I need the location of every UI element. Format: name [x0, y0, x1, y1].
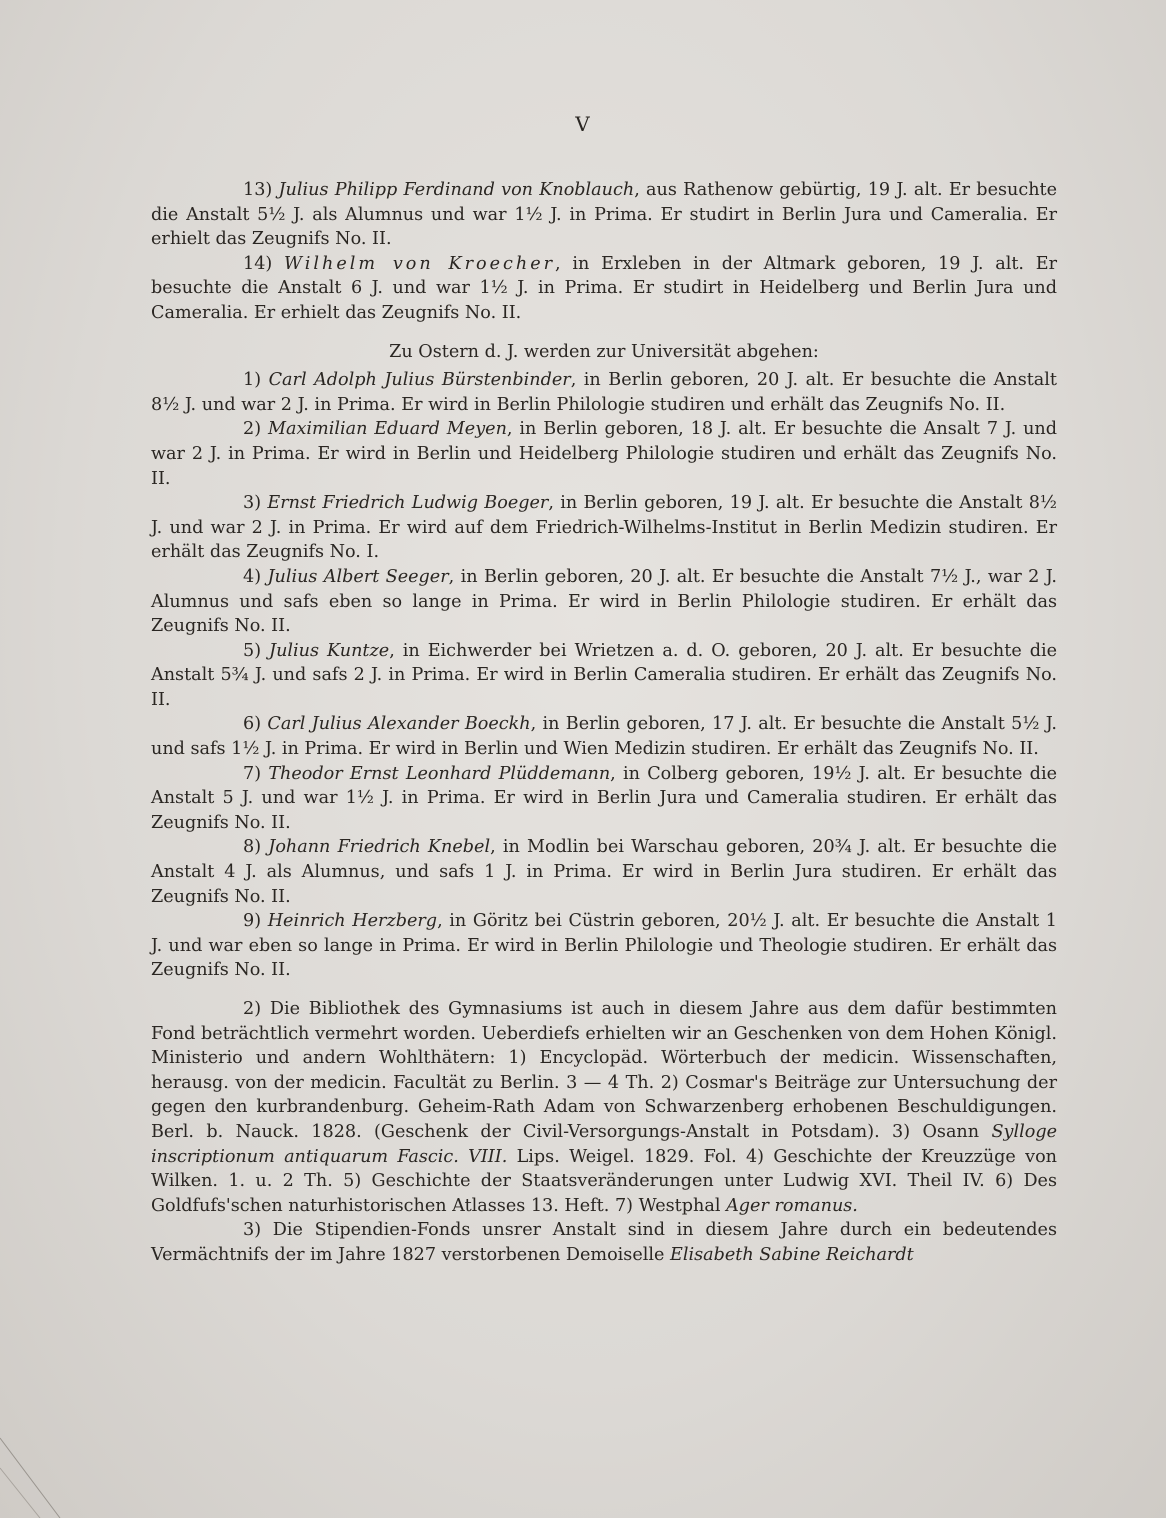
entry-2	[151, 417, 1057, 491]
entry-7	[151, 762, 1057, 836]
library-text: Lips. Weigel. 1829. Fol. 4) Geschichte der Kreuzzüge von Wilken. 1. u. 2 Th. 5) Geschichte der Staatsveränderungen unter Ludwig XVI. Theil IV. 6) Des Goldfufs'schen naturhistorischen Atlasses 13. Heft. 7) Westphal	[151, 1146, 1057, 1216]
book-title: Ager romanus.	[726, 1195, 858, 1216]
entry-number: 1)	[243, 370, 262, 391]
entry-number: 4)	[243, 566, 262, 587]
entry-5	[151, 639, 1057, 713]
benefactor-name: Elisabeth Sabine Reichardt	[670, 1244, 914, 1265]
body-text	[151, 178, 1057, 1268]
entry-number: 3)	[243, 493, 262, 514]
student-name: Julius Philipp Ferdinand von Knoblauch	[278, 180, 635, 200]
entry-6	[151, 712, 1057, 761]
entry-13	[151, 178, 1057, 252]
page-crease-mark	[0, 1398, 120, 1518]
entry-number: 7)	[243, 763, 262, 784]
student-name: Johann Friedrich Knebel	[268, 837, 491, 858]
entry-text: , in Göritz bei Cüstrin geboren, 20½ J. alt. Er besuchte die Anstalt 1 J. und war eben so lange in Prima. Er wird in Berlin Philologie und Theologie studiren. Er erhält das Zeugnifs No. II.	[151, 911, 1058, 981]
library-paragraph	[151, 997, 1057, 1218]
entry-number: 8)	[243, 837, 262, 858]
entry-text: , in Berlin geboren, 18 J. alt. Er besuchte die Ansalt 7 J. und war 2 J. in Prima. Er wird in Berlin und Heidelberg Philologie studiren und erhält das Zeugnifs No. II.	[151, 419, 1058, 489]
entry-text: , in Berlin geboren, 19 J. alt. Er besuchte die Anstalt 8½ J. und war 2 J. in Prima. Er wird auf dem Friedrich-Wilhelms-Institut in Berlin Medizin studiren. Er erhält das Zeugnifs No. I.	[151, 493, 1057, 563]
student-name: Theodor Ernst Leonhard Plüddemann	[268, 763, 611, 784]
entry-text: , in Berlin geboren, 17 J. alt. Er besuchte die Anstalt 5½ J. und safs 1½ J. in Prima. Er wird in Berlin und Wien Medizin studiren. Er erhält das Zeugnifs No. II.	[151, 714, 1057, 760]
entry-text: , in Eichwerder bei Wrietzen a. d. O. geboren, 20 J. alt. Er besuchte die Anstalt 5¾ J. und safs 2 J. in Prima. Er wird in Berlin Cameralia studiren. Er erhält das Zeugnifs No. II.	[151, 640, 1058, 710]
entry-text: , aus Rathenow gebürtig, 19 J. alt. Er besuchte die Anstalt 5½ J. als Alumnus und war 1½ J. in Prima. Er studirt in Berlin Jura und Cameralia. Er erhielt das Zeugnifs No. II.	[151, 180, 1058, 250]
entry-number: 14)	[243, 253, 273, 274]
entry-9	[151, 909, 1057, 983]
student-name: Carl Adolph Julius Bürstenbinder	[268, 370, 571, 391]
book-title: Sylloge inscriptionum antiquarum Fascic. VIII.	[151, 1121, 1057, 1167]
entry-text: , in Erxleben in der Altmark geboren, 19 J. alt. Er besuchte die Anstalt 6 J. und war 1½ J. in Prima. Er studirt in Heidelberg und Berlin Jura und Cameralia. Er erhielt das Zeugnifs No. II.	[151, 253, 1058, 323]
entry-text: , in Colberg geboren, 19½ J. alt. Er besuchte die Anstalt 5 J. und war 1½ J. in Prima. Er wird in Berlin Jura und Cameralia studiren. Er erhält das Zeugnifs No. II.	[151, 763, 1057, 833]
entry-4	[151, 565, 1057, 639]
student-name: Carl Julius Alexander Boeckh	[267, 714, 531, 735]
student-name: Ernst Friedrich Ludwig Boeger	[267, 493, 549, 514]
entry-3	[151, 491, 1057, 565]
entry-1	[151, 368, 1057, 417]
entry-14	[151, 252, 1057, 326]
student-name: Julius Albert Seeger	[267, 566, 449, 587]
student-name: Julius Kuntze	[269, 640, 390, 661]
student-name: Wilhelm von Kroecher	[284, 253, 556, 274]
entry-8	[151, 835, 1057, 909]
entry-number: 2)	[243, 419, 262, 440]
entry-number: 13)	[243, 180, 273, 200]
entry-number: 6)	[243, 714, 262, 735]
entry-text: , in Berlin geboren, 20 J. alt. Er besuchte die Anstalt 8½ J. und war 2 J. in Prima. Er wird in Berlin Philologie studiren und erhält das Zeugnifs No. II.	[151, 370, 1057, 415]
entry-number: 5)	[243, 640, 262, 661]
section-heading: Zu Ostern d. J. werden zur Universität abgehen:	[389, 341, 819, 362]
library-text: 2) Die Bibliothek des Gymnasiums ist auch in diesem Jahre aus dem dafür bestimmten Fond beträchtlich vermehrt worden. Ueberdiefs erhielten wir an Geschenken von dem Hohen Königl. Ministerio und andern Wohlthätern: 1) Encyclopäd. Wörterbuch der medicin. Wissenschaften, herausg. von der medicin. Facultät zu Berlin. 3 — 4 Th. 2) Cosmar's Beiträge zur Untersuchung der gegen den kurbrandenburg. Geheim-Rath Adam von Schwarzenberg erhobenen Beschuldigungen. Berl. b. Nauck. 1828. (Geschenk der Civil-Versorgungs-Anstalt in Potsdam). 3) Osann	[151, 999, 1057, 1142]
stipend-text: 3) Die Stipendien-Fonds unsrer Anstalt sind in diesem Jahre durch ein bedeutendes Vermächtnifs der im Jahre 1827 verstorbenen Demoiselle	[151, 1220, 1057, 1265]
entry-text: , in Modlin bei Warschau geboren, 20¾ J. alt. Er besuchte die Anstalt 4 J. als Alumnus, und safs 1 J. in Prima. Er wird in Berlin Jura studiren. Er erhält das Zeugnifs No. II.	[151, 837, 1058, 907]
student-name: Heinrich Herzberg	[267, 911, 438, 932]
stipend-paragraph	[151, 1218, 1057, 1267]
entry-text: , in Berlin geboren, 20 J. alt. Er besuchte die Anstalt 7½ J., war 2 J. Alumnus und safs eben so lange in Prima. Er wird in Berlin Philologie studiren. Er erhält das Zeugnifs No. II.	[151, 566, 1057, 637]
entry-number: 9)	[243, 911, 262, 932]
page-signature: V	[575, 112, 591, 136]
student-name: Maximilian Eduard Meyen	[267, 419, 507, 440]
